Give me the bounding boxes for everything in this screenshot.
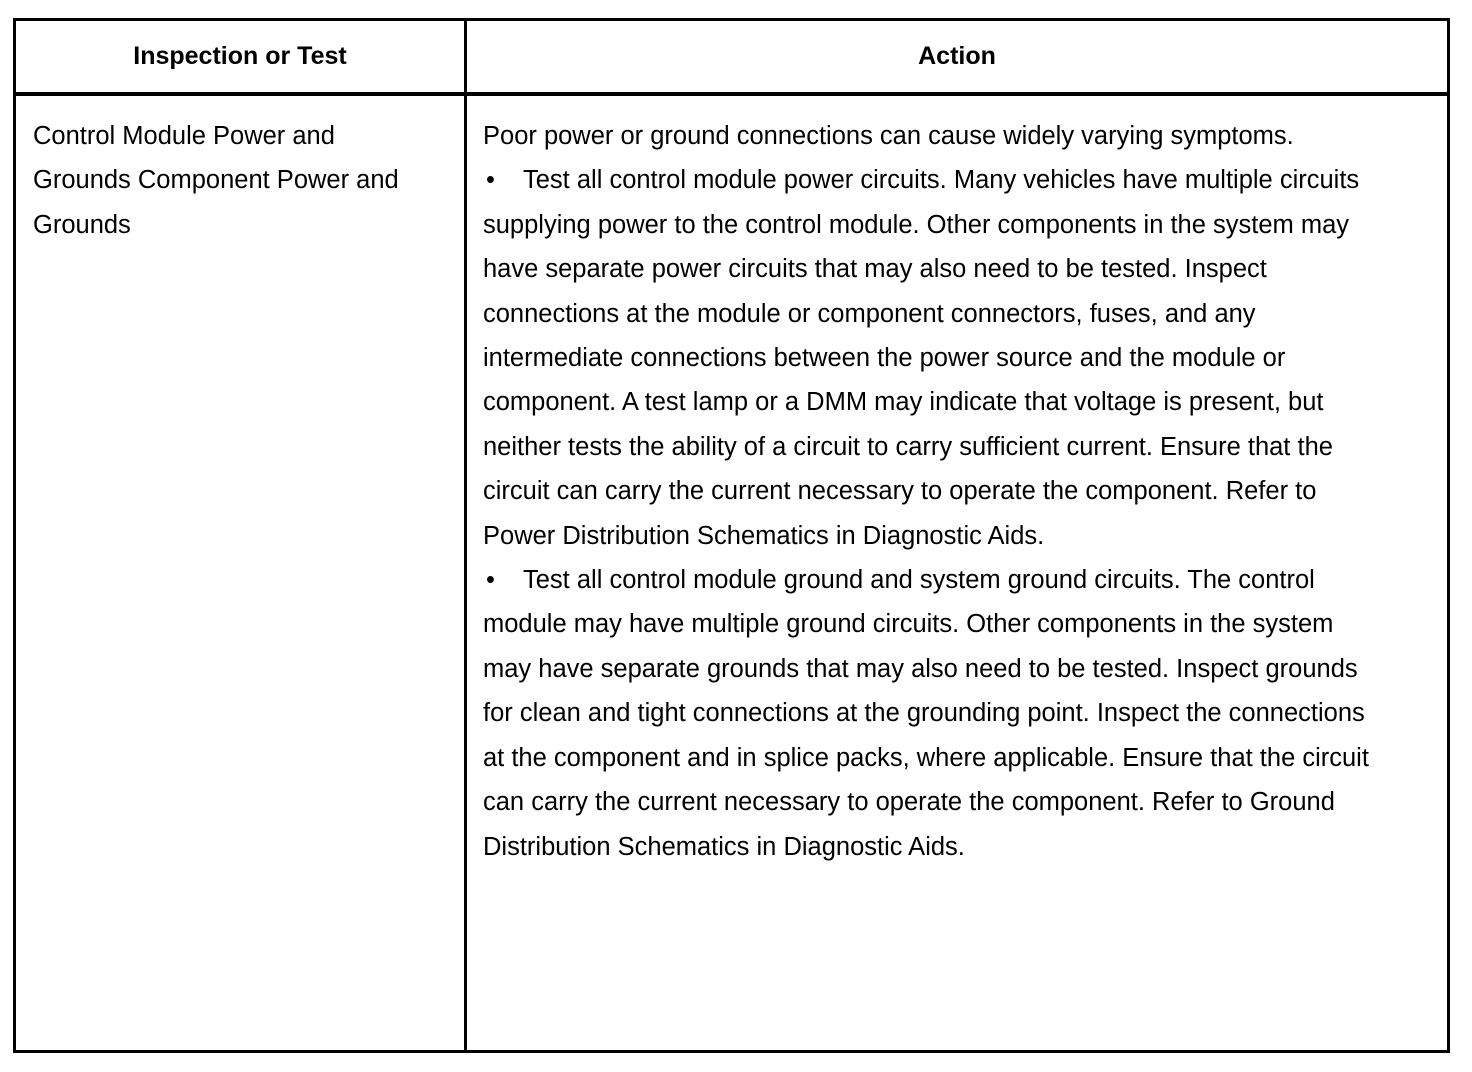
action-intro: Poor power or ground connections can cause widely varying symptoms. xyxy=(483,122,1294,150)
table-header-row xyxy=(16,21,1447,96)
bullet-icon: • xyxy=(486,166,495,195)
header-action: Action xyxy=(918,42,996,70)
action-bullet-ground xyxy=(483,558,1383,869)
action-cell xyxy=(483,114,1383,869)
header-inspection-or-test: Inspection or Test xyxy=(133,42,347,70)
action-bullet-ground-text: Test all control module ground and system ground circuits. The control module may have multiple ground circuits. Other components in the system may have separate grounds that may also need to be tested. Inspect grounds for clean and tight connections at the grounding point. Inspect the connections at the component and in splice packs, where applicable. Ensure that the circuit can carry the current necessary to operate the component. Refer to Ground Distribution Schematics in Diagnostic Aids. xyxy=(483,566,1369,861)
column-divider xyxy=(464,21,467,1050)
diagnostic-table xyxy=(13,18,1450,1053)
action-bullet-power-text: Test all control module power circuits. Many vehicles have multiple circuits supplying power to the control module. Other components in the system may have separate power circuits that may also need to be tested. Inspect connections at the module or component connectors, fuses, and any intermediate connections between the power source and the module or component. A test lamp or a DMM may indicate that voltage is present, but neither tests the ability of a circuit to carry sufficient current. Ensure that the circuit can carry the current necessary to operate the component. Refer to Power Distribution Schematics in Diagnostic Aids. xyxy=(483,166,1360,550)
bullet-icon: • xyxy=(486,566,495,595)
action-bullet-power xyxy=(483,158,1383,558)
inspection-cell: Control Module Power and Grounds Component Power and Grounds xyxy=(33,122,399,239)
